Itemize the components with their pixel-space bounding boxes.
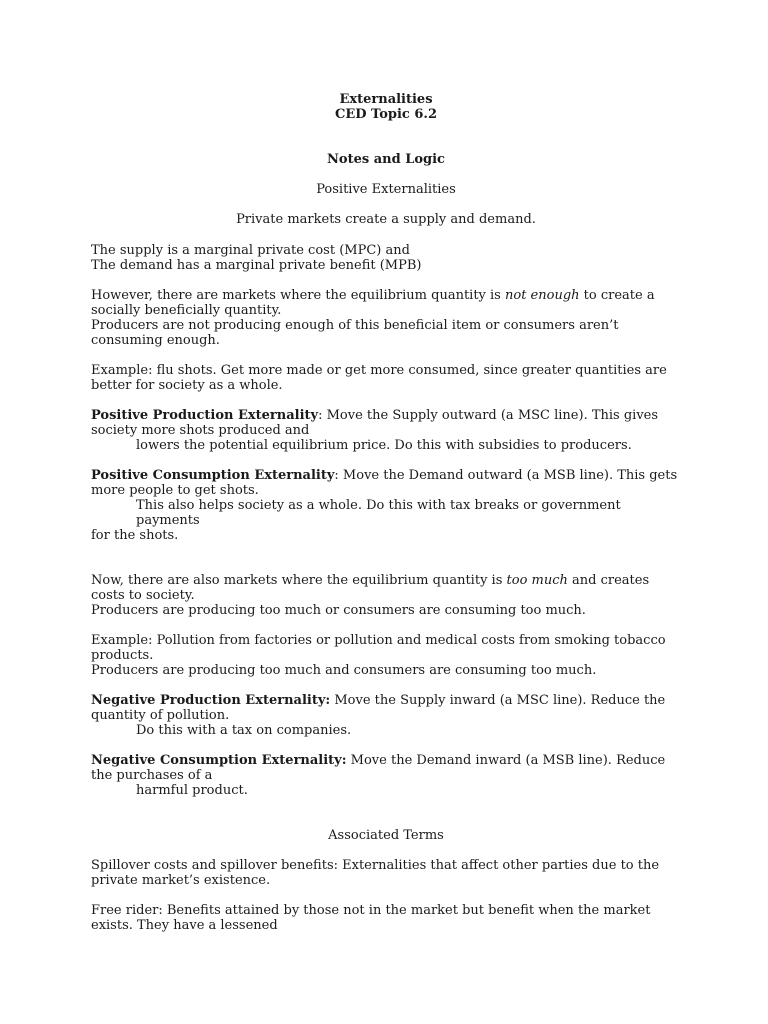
document-title: Externalities bbox=[339, 92, 433, 107]
document-body bbox=[91, 92, 681, 933]
positive-production-paragraph bbox=[91, 408, 681, 438]
positive-consumption-text3: for the shots. bbox=[91, 528, 179, 543]
negative-consumption-text: Move the Demand inward (a MSB line). Reduce the purchases of a bbox=[91, 753, 666, 783]
positive-consumption-paragraph bbox=[91, 468, 681, 498]
negative-example-line2: Producers are producing too much and consumers are consuming too much. bbox=[91, 663, 597, 678]
subsection-heading: Positive Externalities bbox=[316, 182, 456, 197]
positive-emphasis: not enough bbox=[505, 288, 580, 303]
demand-line: The demand has a marginal private benefit (MPB) bbox=[91, 258, 422, 273]
positive-consumption-text: : Move the Demand outward (a MSB line). This gets more people to get shots. bbox=[91, 468, 678, 498]
negative-consumption-term: Negative Consumption Externality: bbox=[91, 753, 347, 768]
negative-production-paragraph bbox=[91, 693, 681, 723]
term-spillover: Spillover costs and spillover benefits: Externalities that affect other parties due to the private market’s existence. bbox=[91, 858, 660, 888]
negative-paragraph-end: and creates costs to society. bbox=[91, 573, 650, 603]
negative-example: Example: Pollution from factories or pollution and medical costs from smoking tobacco products. bbox=[91, 633, 666, 663]
negative-consumption-text2: harmful product. bbox=[136, 783, 248, 798]
positive-paragraph-end: to create a socially beneficially quantity. bbox=[91, 288, 655, 318]
positive-production-text2: lowers the potential equilibrium price. Do this with subsidies to producers. bbox=[136, 438, 632, 453]
supply-line: The supply is a marginal private cost (MPC) and bbox=[91, 243, 410, 258]
section-heading: Notes and Logic bbox=[327, 152, 445, 167]
positive-consumption-term: Positive Consumption Externality bbox=[91, 468, 335, 483]
intro-line: Private markets create a supply and demand. bbox=[236, 212, 536, 227]
associated-terms-heading: Associated Terms bbox=[328, 828, 444, 843]
negative-production-text2: Do this with a tax on companies. bbox=[136, 723, 352, 738]
positive-consumption-text2: This also helps society as a whole. Do this with tax breaks or government payments bbox=[136, 498, 621, 528]
positive-production-text: : Move the Supply outward (a MSC line). This gives society more shots produced and bbox=[91, 408, 659, 438]
negative-production-term: Negative Production Externality: bbox=[91, 693, 331, 708]
document-subtitle: CED Topic 6.2 bbox=[335, 107, 437, 122]
positive-paragraph bbox=[91, 288, 681, 318]
negative-consumption-paragraph bbox=[91, 753, 681, 783]
negative-paragraph-line2: Producers are producing too much or consumers are consuming too much. bbox=[91, 603, 586, 618]
negative-paragraph bbox=[91, 573, 681, 603]
positive-production-term: Positive Production Externality bbox=[91, 408, 319, 423]
negative-paragraph-start: Now, there are also markets where the equilibrium quantity is bbox=[91, 573, 507, 588]
negative-production-text: Move the Supply inward (a MSC line). Reduce the quantity of pollution. bbox=[91, 693, 666, 723]
negative-emphasis: too much bbox=[506, 573, 568, 588]
term-free-rider: Free rider: Benefits attained by those not in the market but benefit when the market exists. They have a lessened bbox=[91, 903, 651, 933]
positive-example: Example: flu shots. Get more made or get more consumed, since greater quantities are better for society as a whole. bbox=[91, 363, 667, 393]
positive-paragraph-start: However, there are markets where the equilibrium quantity is bbox=[91, 288, 505, 303]
positive-paragraph-line2: Producers are not producing enough of this beneficial item or consumers aren’t consuming enough. bbox=[91, 318, 619, 348]
